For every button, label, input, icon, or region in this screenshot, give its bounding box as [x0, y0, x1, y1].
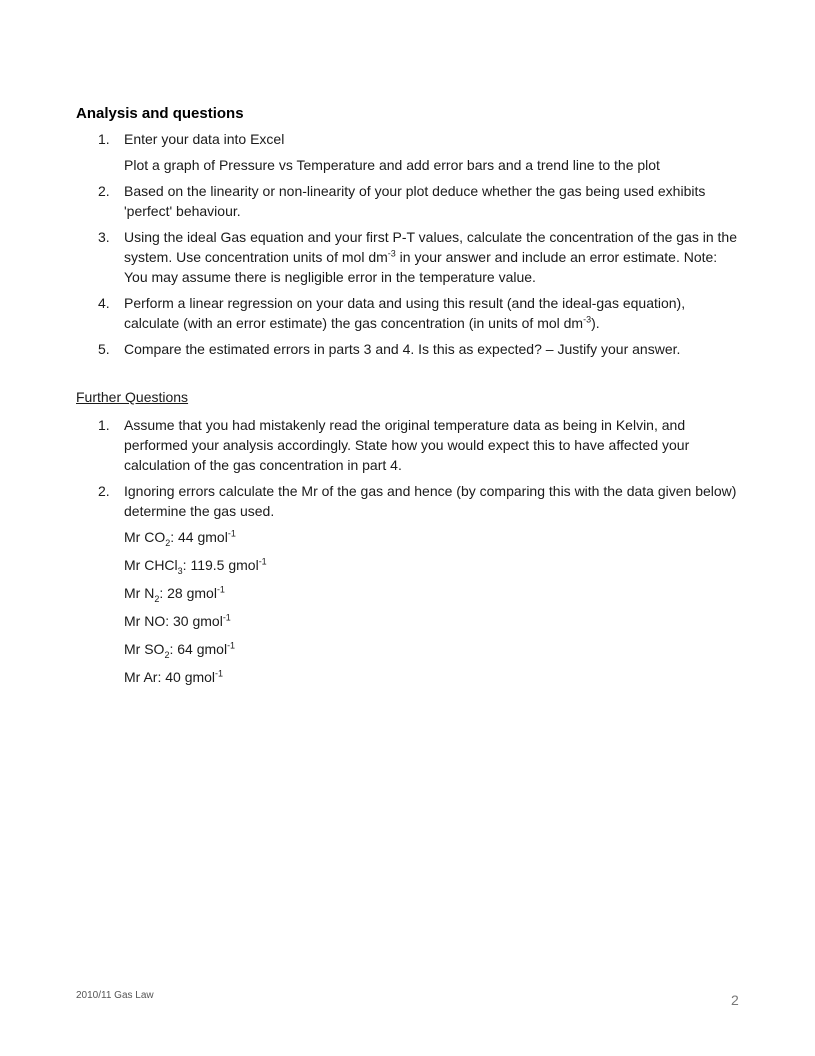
gas-mass-item: [124, 639, 741, 667]
gas-mass-item: [124, 527, 741, 555]
formula-subscript: 2: [165, 537, 171, 548]
question-item: [76, 293, 741, 333]
gas-mass-item: [124, 611, 741, 639]
section-heading: Analysis and questions: [76, 105, 244, 122]
question-number: 2.: [98, 183, 110, 199]
gas-formula: Mr CO: [124, 529, 166, 545]
unit-superscript: -1: [222, 612, 231, 623]
question-item: [76, 415, 741, 475]
question-text: Assume that you had mistakenly read the original temperature data as being in Kelvin, and performed your analysis accordingly. State how you would expect this to have affected your calculation of the gas concentration in part 4.: [124, 417, 690, 473]
gas-mass-item: [124, 555, 741, 583]
unit-superscript: -1: [216, 584, 225, 595]
gas-mass-value: : 44 gmol: [170, 529, 228, 545]
question-number: 2.: [98, 483, 110, 499]
question-text: Enter your data into Excel: [124, 131, 285, 147]
formula-subscript: 2: [154, 593, 160, 604]
unit-superscript: -1: [215, 668, 224, 679]
analysis-question-list: [76, 129, 741, 365]
question-item: [76, 339, 741, 359]
question-number: 4.: [98, 295, 110, 311]
question-item: [76, 129, 741, 175]
gas-mass-item: [124, 667, 741, 695]
gas-formula: Mr Ar: [124, 669, 158, 685]
question-text: [124, 227, 741, 287]
question-number: 1.: [98, 417, 110, 433]
gas-formula: Mr CHCl: [124, 557, 178, 573]
unit-superscript: -3: [583, 314, 592, 325]
question-extra-text: Plot a graph of Pressure vs Temperature and add error bars and a trend line to the plot: [124, 157, 660, 173]
question-number: 3.: [98, 229, 110, 245]
question-number: 5.: [98, 341, 110, 357]
footer-text: 2010/11 Gas Law: [76, 990, 154, 1001]
question-text: [124, 293, 741, 333]
gas-mass-value: : 64 gmol: [169, 641, 228, 657]
further-questions-heading: Further Questions: [76, 389, 189, 405]
page-number: 2: [731, 992, 739, 1008]
further-question-list: [76, 415, 741, 701]
gas-formula: Mr N: [124, 585, 155, 601]
gas-formula: Mr SO: [124, 641, 165, 657]
question-text: Compare the estimated errors in parts 3 and 4. Is this as expected? – Justify your answer.: [124, 341, 681, 357]
formula-subscript: 3: [177, 565, 183, 576]
question-text: Ignoring errors calculate the Mr of the gas and hence (by comparing this with the data given below) determine the gas used.: [124, 483, 737, 519]
question-text: Based on the linearity or non-linearity of your plot deduce whether the gas being used exhibits 'perfect' behaviour.: [124, 183, 706, 219]
question-item: [76, 181, 741, 221]
gas-mass-list: [124, 527, 741, 695]
question-item: [76, 227, 741, 287]
gas-mass-item: [124, 583, 741, 611]
gas-formula: Mr NO: [124, 613, 166, 629]
question-text-part: ).: [591, 315, 600, 331]
question-number: 1.: [98, 131, 110, 147]
question-text-part: Perform a linear regression on your data and using this result (and the ideal-gas equation), calculate (with an error estimate) the gas concentration (in units of mol dm: [124, 295, 686, 331]
gas-mass-value: : 40 gmol: [157, 669, 216, 685]
gas-mass-value: : 30 gmol: [165, 613, 223, 629]
unit-superscript: -1: [258, 556, 267, 567]
unit-superscript: -3: [387, 248, 396, 259]
question-text-part: in your answer and include an error estimate. Note: You may assume there is negligible error in the temperature value.: [124, 249, 718, 285]
gas-mass-value: : 28 gmol: [159, 585, 217, 601]
formula-subscript: 2: [164, 649, 170, 660]
question-text-part: Using the ideal Gas equation and your first P-T values, calculate the concentration of the gas in the system. Use concentration units of mol dm: [124, 229, 737, 265]
unit-superscript: -1: [227, 528, 236, 539]
question-item: [76, 481, 741, 695]
gas-mass-value: : 119.5 gmol: [182, 557, 259, 573]
unit-superscript: -1: [227, 640, 236, 651]
